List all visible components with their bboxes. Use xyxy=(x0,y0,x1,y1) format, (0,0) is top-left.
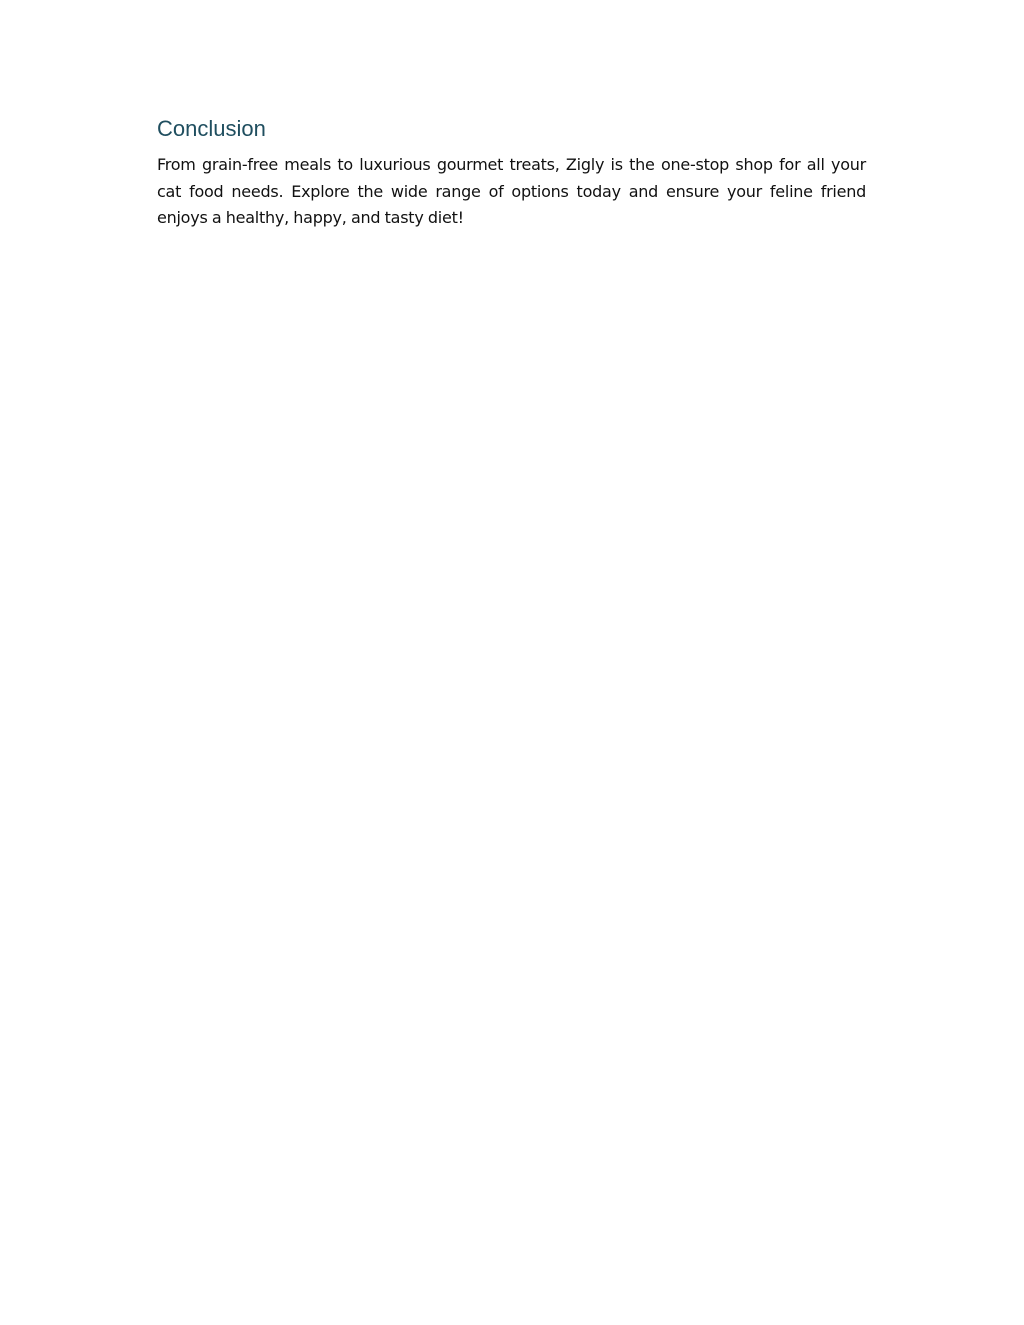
section-heading-conclusion: Conclusion xyxy=(157,116,266,141)
conclusion-paragraph: From grain-free meals to luxurious gourmet treats, Zigly is the one-stop shop for all your cat food needs. Explore the wide range of options today and ensure your feline friend enjoys a healthy, happy, and tasty diet! xyxy=(157,155,866,227)
document-content xyxy=(157,112,866,232)
